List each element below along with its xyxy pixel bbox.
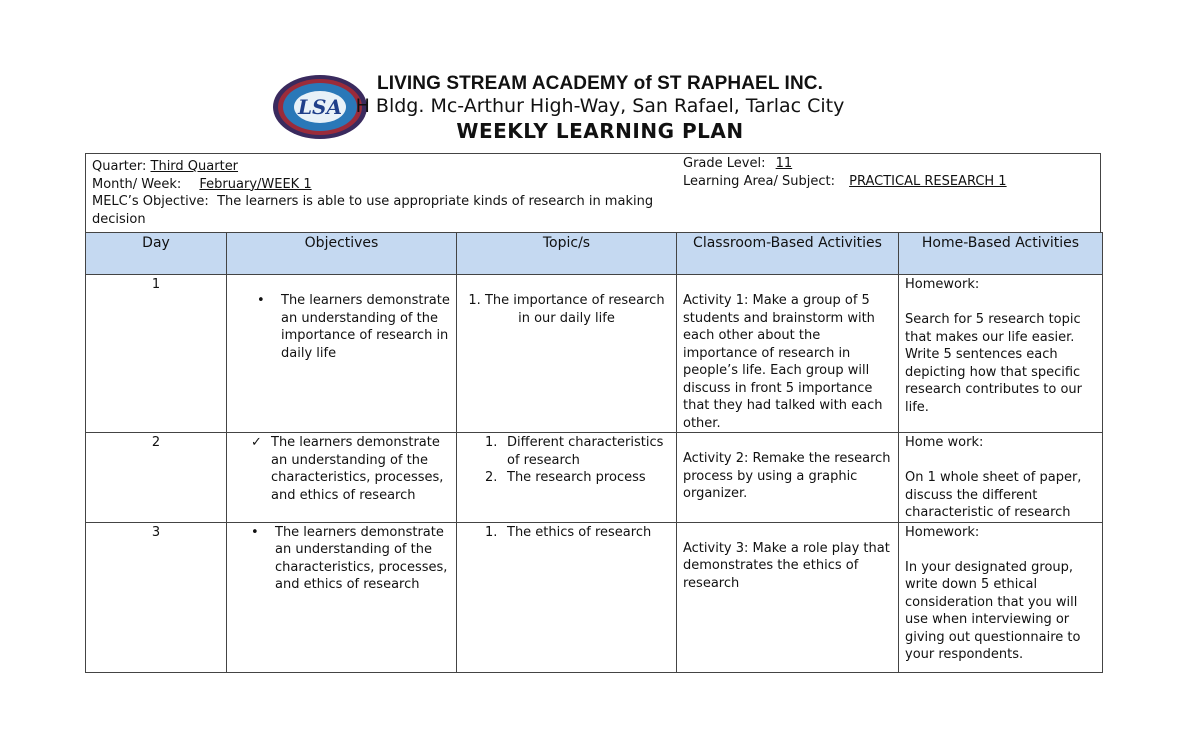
classroom-activity-cell	[677, 275, 899, 433]
topic-number: 2.	[485, 470, 498, 485]
home-activity-cell	[899, 433, 1103, 523]
quarter-value: Third Quarter	[150, 159, 239, 174]
home-activity-cell	[899, 275, 1103, 433]
activity-text: Activity 2: Remake the research process by using a graphic organizer.	[683, 451, 891, 501]
classroom-activity-cell	[677, 433, 899, 523]
homework-text: Search for 5 research topic that makes our life easier. Write 5 sentences each depicting how that specific research contributes to our life.	[905, 312, 1082, 415]
quarter-label: Quarter:	[92, 159, 151, 174]
column-header-topics: Topic/s	[457, 233, 677, 275]
homework-title: Homework:	[905, 277, 980, 292]
day-cell: 3	[86, 522, 227, 672]
objective-cell	[227, 522, 457, 672]
month-week-line	[92, 176, 682, 194]
school-name: LIVING STREAM ACADEMY of ST RAPHAEL INC.	[377, 73, 823, 94]
homework-title: Home work:	[905, 435, 984, 450]
grade-line	[683, 155, 1093, 173]
bullet-icon: •	[251, 524, 259, 540]
checkmark-icon: ✓	[251, 435, 262, 450]
homework-text: In your designated group, write down 5 ethical consideration that you will use when interviewing or giving out questionnaire to your respondents.	[905, 559, 1081, 662]
month-week-value: February/WEEK 1	[199, 176, 312, 192]
melc-line	[92, 193, 682, 228]
table-row	[86, 275, 1103, 433]
objective-text: The learners demonstrate an understanding of the importance of research in daily life	[281, 293, 450, 361]
homework-title: Homework:	[905, 524, 980, 540]
column-header-home-activities: Home-Based Activities	[899, 233, 1103, 275]
objective-cell	[227, 275, 457, 433]
topic-text: The importance of research in our daily life	[484, 293, 665, 326]
objective-text: The learners demonstrate an understanding of the characteristics, processes, and ethics of research	[271, 435, 444, 503]
month-week-label: Month/ Week:	[92, 176, 182, 192]
subject-line	[683, 173, 1093, 191]
melc-label: MELC’s Objective:	[92, 194, 209, 209]
classroom-activity-cell	[677, 522, 899, 672]
home-activity-cell	[899, 522, 1103, 672]
learning-plan-table	[85, 232, 1103, 673]
topic-item	[485, 469, 670, 487]
table-header-row	[86, 233, 1103, 275]
homework-text: On 1 whole sheet of paper, discuss the different characteristic of research	[905, 470, 1082, 520]
quarter-line	[92, 158, 682, 176]
info-left	[92, 158, 682, 228]
topic-item	[485, 434, 670, 469]
subject-value: PRACTICAL RESEARCH 1	[849, 173, 1007, 189]
topic-item	[485, 524, 670, 542]
plan-info-box	[85, 153, 1101, 232]
school-address: H Bldg. Mc-Arthur High-Way, San Rafael, Tarlac City	[355, 95, 845, 117]
subject-label: Learning Area/ Subject:	[683, 173, 835, 189]
plan-title: WEEKLY LEARNING PLAN	[456, 119, 744, 143]
topic-number: 1.	[468, 293, 481, 308]
day-cell: 1	[86, 275, 227, 433]
topic-text: Different characteristics of research	[507, 435, 664, 468]
table-row	[86, 522, 1103, 672]
activity-text: Activity 1: Make a group of 5 students and brainstorm with each other about the importance of research in people’s life. Each group will discuss in front 5 importance that they had talked with each other.	[683, 293, 883, 431]
objective-cell	[227, 433, 457, 523]
info-right	[683, 155, 1093, 190]
topic-cell	[457, 522, 677, 672]
topic-cell	[457, 433, 677, 523]
topic-cell	[457, 275, 677, 433]
grade-label: Grade Level:	[683, 156, 766, 171]
grade-value: 11	[775, 156, 793, 171]
topic-text: The ethics of research	[507, 524, 652, 540]
bullet-icon: •	[257, 293, 265, 308]
document-header	[0, 0, 1200, 150]
activity-text: Activity 3: Make a role play that demonstrates the ethics of research	[683, 540, 890, 591]
day-cell: 2	[86, 433, 227, 523]
objective-text: The learners demonstrate an understanding of the characteristics, processes, and ethics of research	[275, 524, 448, 592]
melc-value: The learners is able to use appropriate kinds of research in making decision	[92, 194, 654, 227]
column-header-classroom-activities: Classroom-Based Activities	[677, 233, 899, 275]
topic-number: 1.	[485, 435, 498, 450]
logo-text: LSA	[297, 95, 343, 119]
column-header-objectives: Objectives	[227, 233, 457, 275]
topic-text: The research process	[507, 470, 646, 485]
table-row	[86, 433, 1103, 523]
column-header-day: Day	[86, 233, 227, 275]
topic-number: 1.	[485, 524, 498, 540]
